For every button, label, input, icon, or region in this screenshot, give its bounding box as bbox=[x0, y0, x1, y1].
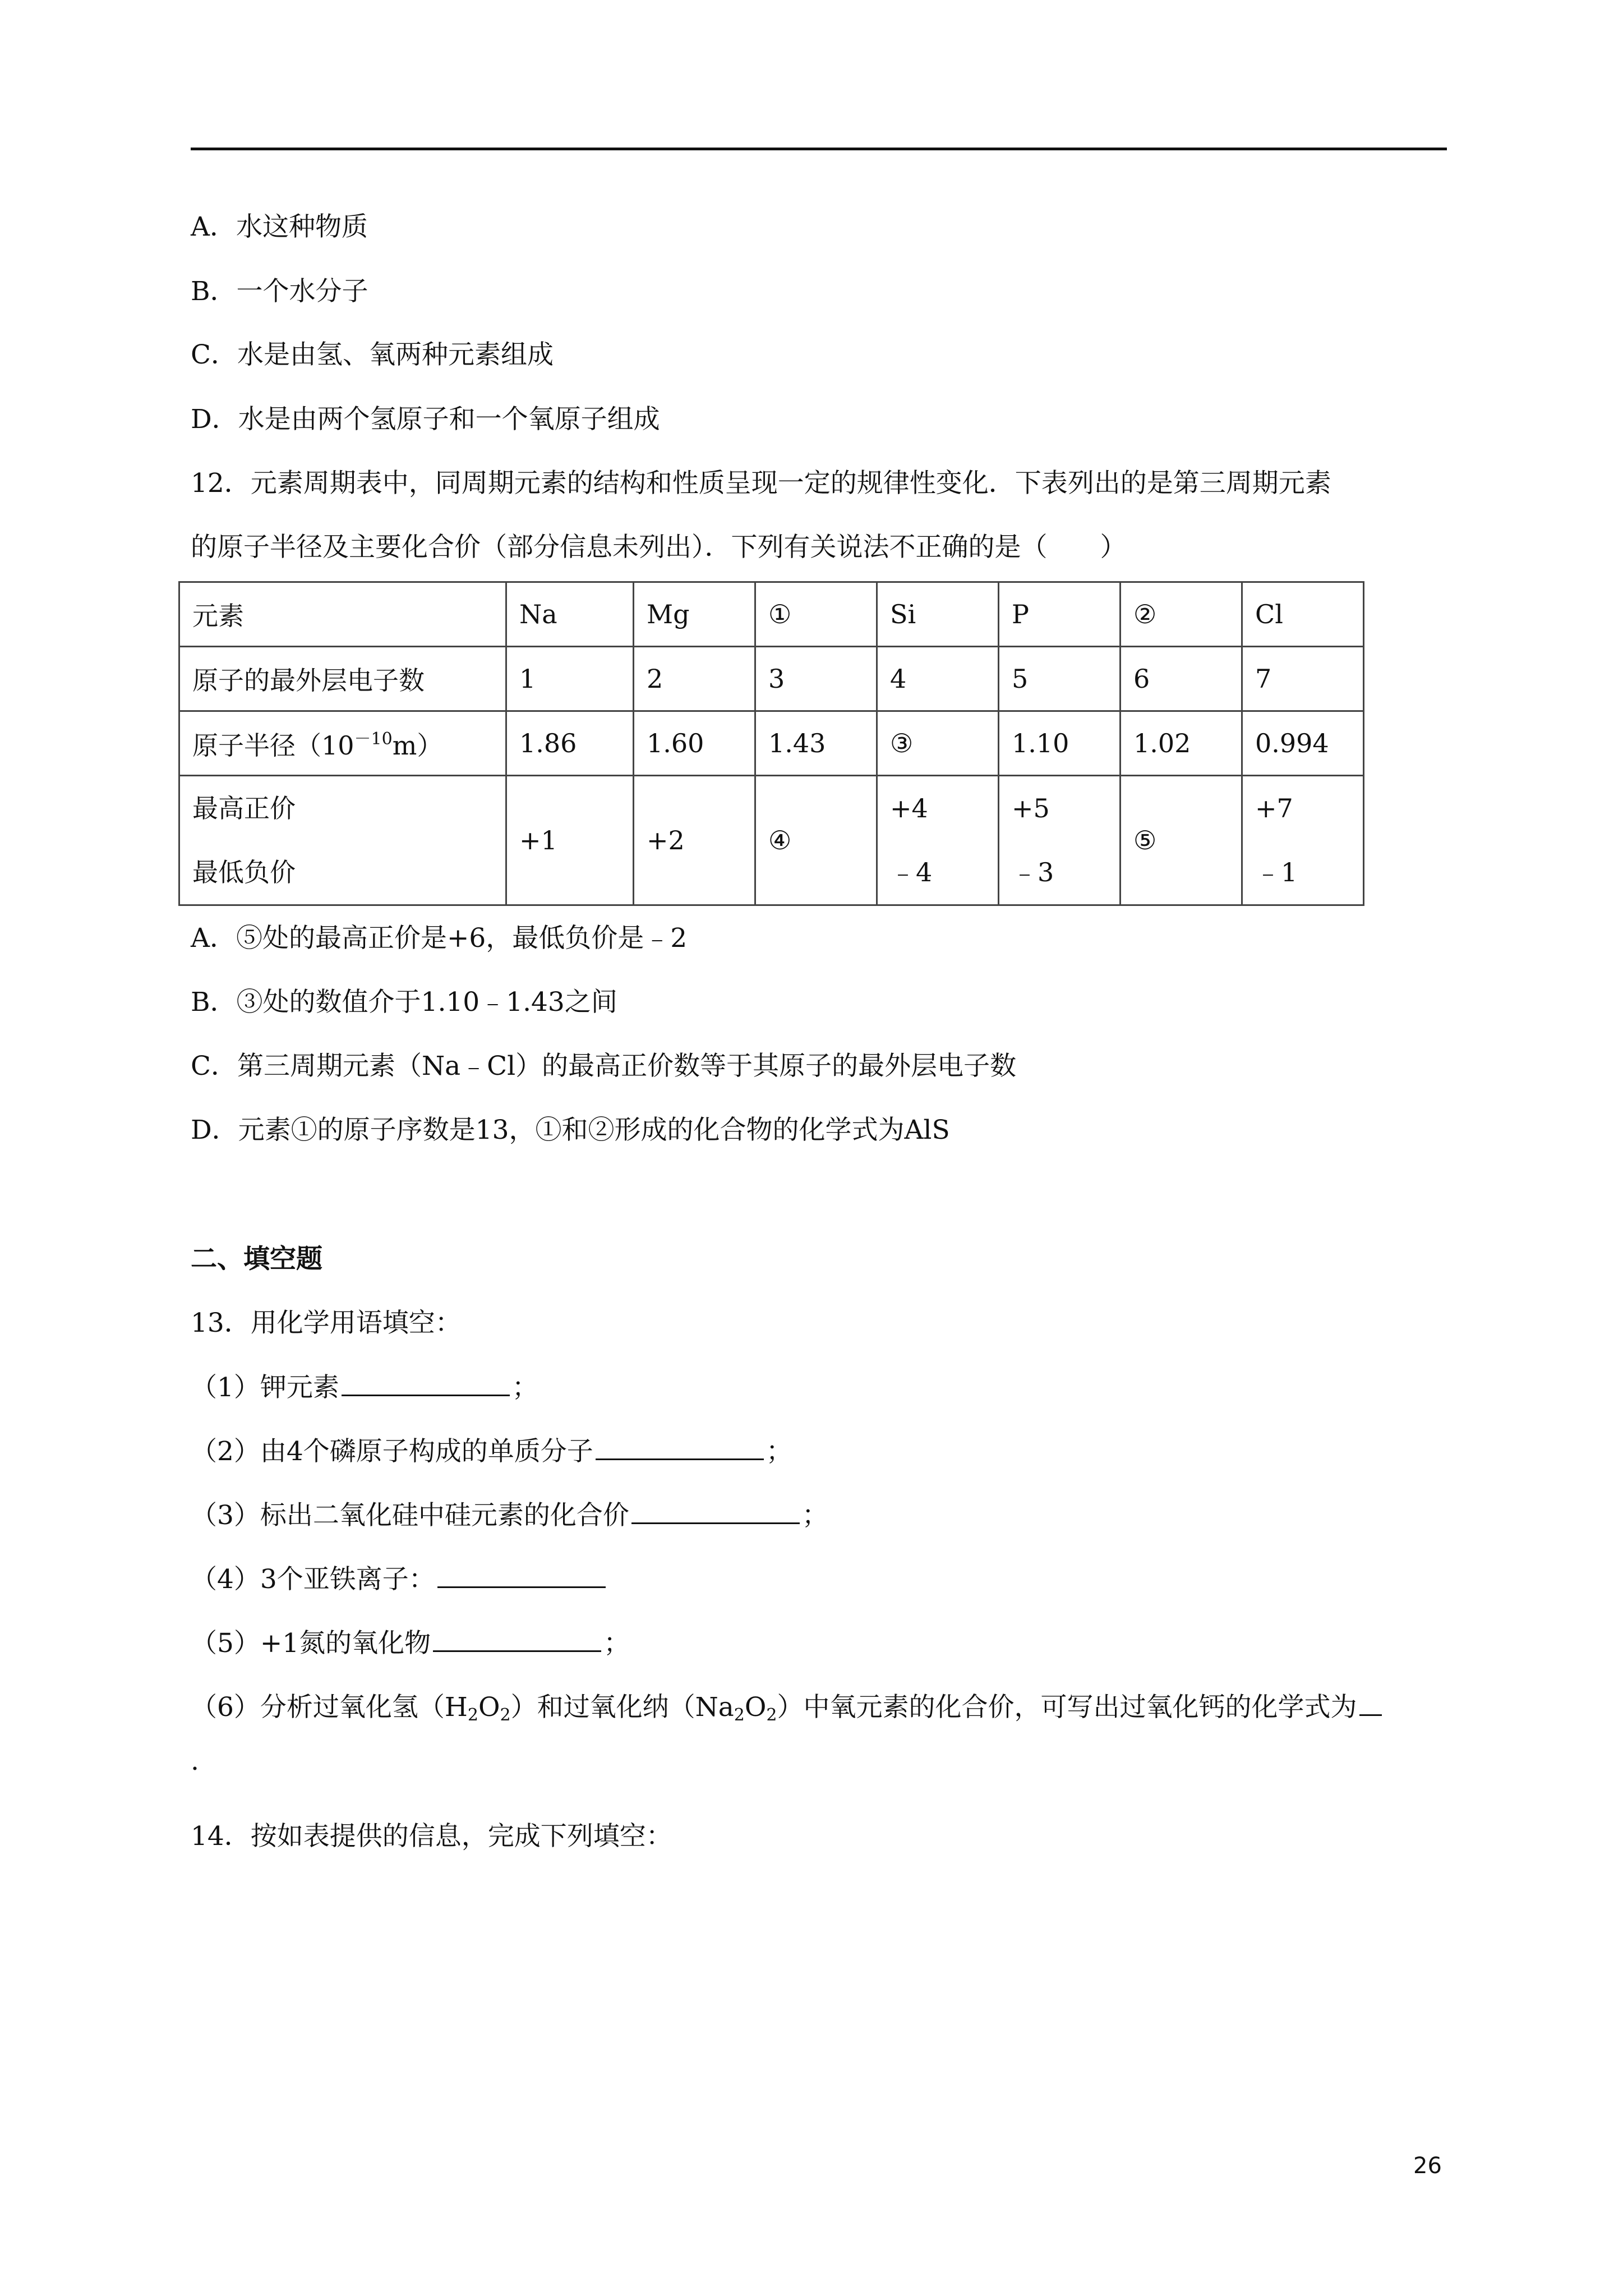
si-min-valence: ﹣4 bbox=[890, 857, 933, 887]
q12-option-a: A．⑤处的最高正价是+6，最低负价是﹣2 bbox=[191, 923, 688, 954]
item-text: （3）标出二氧化硅中硅元素的化合价 bbox=[191, 1500, 629, 1531]
table-cell: ⑤ bbox=[1121, 776, 1242, 905]
q13-item-1 bbox=[191, 1370, 538, 1405]
table-row bbox=[179, 711, 1364, 776]
item-end: ； bbox=[801, 1500, 828, 1531]
table-cell: 1.43 bbox=[755, 711, 877, 776]
q13-item-6 bbox=[191, 1690, 1384, 1732]
table-row bbox=[179, 776, 1364, 905]
table-cell: 1.02 bbox=[1121, 711, 1242, 776]
option-d-prev: D．水是由两个氢原子和一个氧原子组成 bbox=[191, 404, 660, 435]
subscript: 2 bbox=[766, 1705, 777, 1725]
question-12-line2: 的原子半径及主要化合价（部分信息未列出）．下列有关说法不正确的是（ ） bbox=[191, 532, 1127, 563]
answer-blank[interactable] bbox=[1359, 1690, 1382, 1716]
item-text: （2）由4个磷原子构成的单质分子 bbox=[191, 1436, 593, 1467]
table-cell: Si bbox=[877, 582, 999, 647]
answer-blank[interactable] bbox=[631, 1498, 800, 1524]
table-cell: 1.10 bbox=[999, 711, 1121, 776]
item-end: ； bbox=[766, 1436, 792, 1467]
p-max-valence: +5 bbox=[1012, 793, 1050, 823]
si-max-valence: +4 bbox=[890, 793, 928, 823]
periodic-table-data bbox=[178, 581, 1364, 906]
item-text-c: ）和过氧化纳（Na bbox=[510, 1692, 734, 1723]
answer-blank[interactable] bbox=[437, 1562, 606, 1588]
table-cell bbox=[179, 776, 506, 905]
section-heading: 二、填空题 bbox=[191, 1244, 322, 1274]
page-number: 26 bbox=[1413, 2153, 1442, 2179]
table-cell: Na bbox=[506, 582, 634, 647]
item-text: （4）3个亚铁离子： bbox=[191, 1564, 435, 1595]
q13-item-2 bbox=[191, 1434, 792, 1469]
item-text: （1）钾元素 bbox=[191, 1372, 339, 1403]
option-a-prev: A．水这种物质 bbox=[191, 211, 368, 242]
table-cell: 1.86 bbox=[506, 711, 634, 776]
table-cell: ② bbox=[1121, 582, 1242, 647]
table-cell: 1 bbox=[506, 647, 634, 711]
item-end: ； bbox=[603, 1628, 630, 1659]
q12-option-b: B．③处的数值介于1.10﹣1.43之间 bbox=[191, 987, 617, 1018]
table-cell: 0.994 bbox=[1242, 711, 1364, 776]
table-cell: ③ bbox=[877, 711, 999, 776]
answer-blank[interactable] bbox=[596, 1434, 764, 1460]
answer-blank[interactable] bbox=[342, 1370, 510, 1396]
table-cell: 2 bbox=[634, 647, 755, 711]
option-c-prev: C．水是由氢、氧两种元素组成 bbox=[191, 339, 554, 370]
table-cell: +1 bbox=[506, 776, 634, 905]
cl-max-valence: +7 bbox=[1255, 793, 1293, 823]
q13-item-5 bbox=[191, 1626, 630, 1660]
valence-label-max: 最高正价 bbox=[192, 793, 296, 823]
answer-blank[interactable] bbox=[433, 1626, 601, 1652]
item-text-e: ）中氧元素的化合价，可写出过氧化钙的化学式为 bbox=[777, 1692, 1357, 1723]
item-text-b: O bbox=[478, 1692, 500, 1723]
item-end: ； bbox=[511, 1372, 538, 1403]
question-14-title: 14．按如表提供的信息，完成下列填空： bbox=[191, 1821, 672, 1852]
table-cell: 3 bbox=[755, 647, 877, 711]
table-cell: +2 bbox=[634, 776, 755, 905]
q13-item-6-end: . bbox=[191, 1746, 199, 1777]
header-rule bbox=[191, 148, 1447, 150]
question-12-line1: 12．元素周期表中，同周期元素的结构和性质呈现一定的规律性变化．下表列出的是第三周期元素 bbox=[191, 468, 1331, 499]
radius-label-exponent: －10 bbox=[354, 729, 393, 749]
item-text-a: （6）分析过氧化氢（H bbox=[191, 1692, 468, 1723]
q13-item-3 bbox=[191, 1498, 828, 1533]
valence-label-min: 最低负价 bbox=[192, 857, 296, 887]
subscript: 2 bbox=[467, 1705, 478, 1725]
table-row bbox=[179, 647, 1364, 711]
p-min-valence: ﹣3 bbox=[1012, 857, 1054, 887]
table-cell bbox=[1242, 776, 1364, 905]
table-cell: ① bbox=[755, 582, 877, 647]
radius-label-pre: 原子半径（10 bbox=[192, 730, 354, 761]
table-cell bbox=[877, 776, 999, 905]
table-cell bbox=[999, 776, 1121, 905]
option-b-prev: B．一个水分子 bbox=[191, 276, 368, 307]
table-cell: ④ bbox=[755, 776, 877, 905]
subscript: 2 bbox=[734, 1705, 745, 1725]
q12-option-c: C．第三周期元素（Na﹣Cl）的最高正价数等于其原子的最外层电子数 bbox=[191, 1051, 1017, 1082]
item-text-d: O bbox=[744, 1692, 767, 1723]
q13-item-4 bbox=[191, 1562, 608, 1596]
radius-label-post: m） bbox=[392, 730, 443, 761]
table-cell: 4 bbox=[877, 647, 999, 711]
item-text: （5）+1氮的氧化物 bbox=[191, 1628, 431, 1659]
table-cell: 6 bbox=[1121, 647, 1242, 711]
table-cell: 7 bbox=[1242, 647, 1364, 711]
q12-option-d: D．元素①的原子序数是13，①和②形成的化合物的化学式为AlS bbox=[191, 1115, 950, 1145]
table-cell: Cl bbox=[1242, 582, 1364, 647]
table-row bbox=[179, 582, 1364, 647]
question-13-title: 13．用化学用语填空： bbox=[191, 1308, 462, 1338]
cl-min-valence: ﹣1 bbox=[1255, 857, 1298, 887]
table-cell: 1.60 bbox=[634, 711, 755, 776]
table-cell bbox=[179, 711, 506, 776]
table-cell: 原子的最外层电子数 bbox=[179, 647, 506, 711]
table-cell: 5 bbox=[999, 647, 1121, 711]
subscript: 2 bbox=[500, 1705, 511, 1725]
table-cell: Mg bbox=[634, 582, 755, 647]
table-cell: P bbox=[999, 582, 1121, 647]
table-cell: 元素 bbox=[179, 582, 506, 647]
